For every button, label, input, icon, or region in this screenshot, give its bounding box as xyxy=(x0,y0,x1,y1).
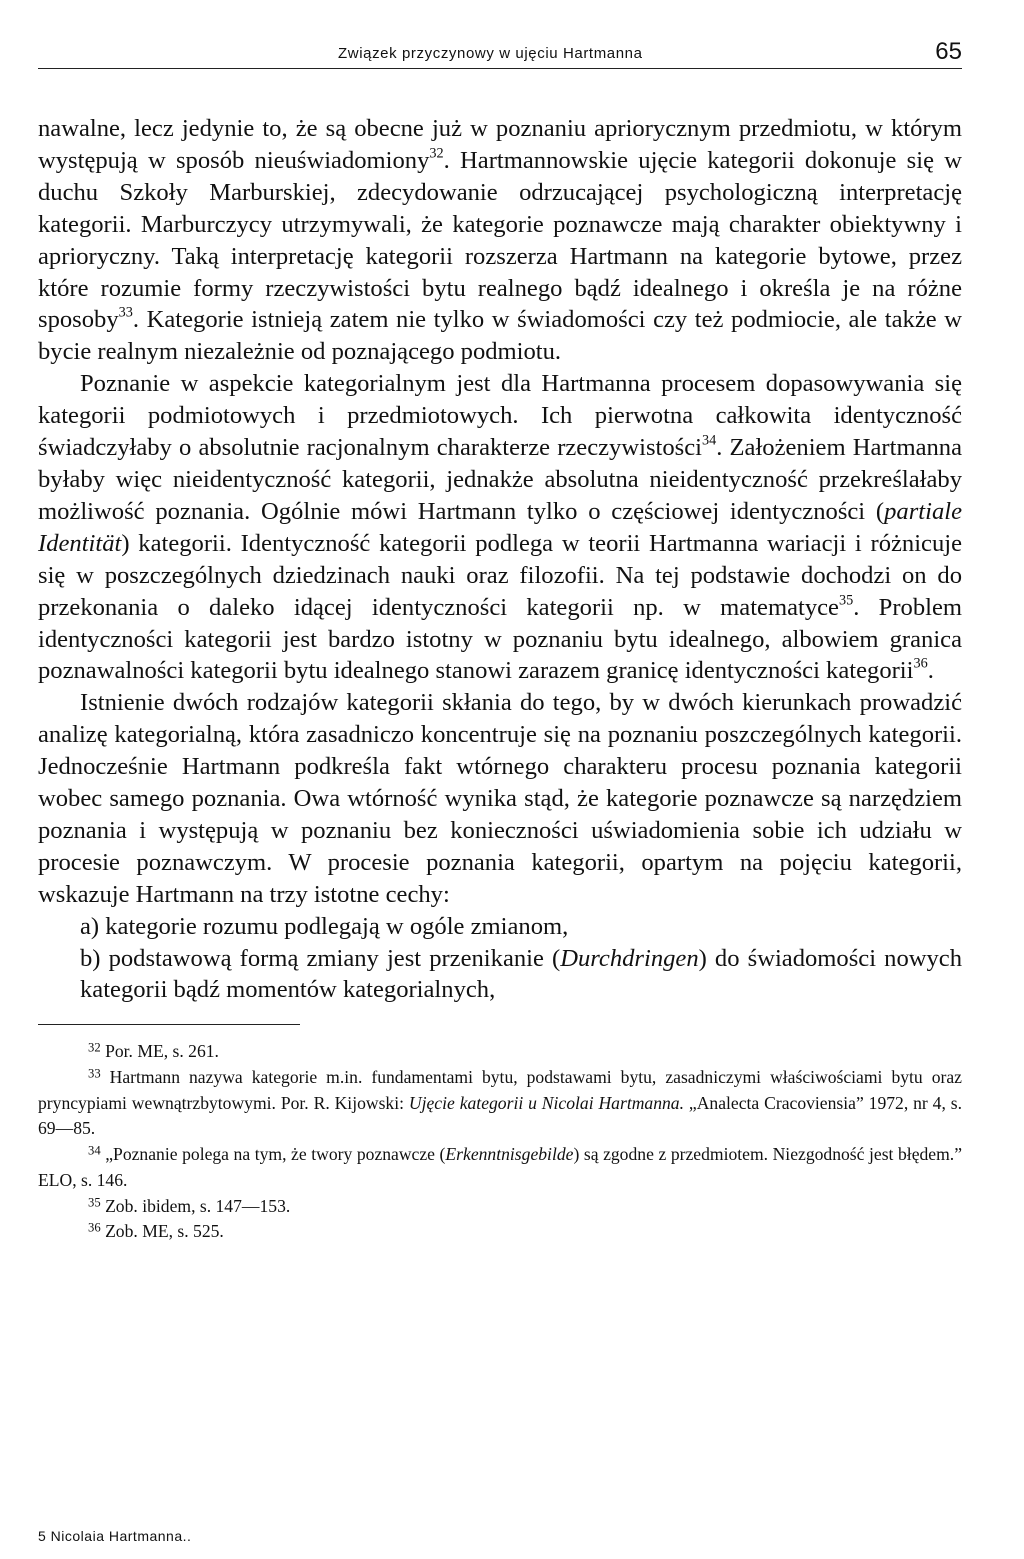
footnote-ref: 36 xyxy=(913,656,928,673)
footnote-ref: 33 xyxy=(118,305,133,322)
footnote-number: 32 xyxy=(88,1040,101,1055)
paragraph-text: nawalne, lecz jedynie to, że są obecne już w poznaniu apriorycznym przedmiotu, w którym występują w sposób nieuświadomiony xyxy=(38,115,962,174)
italic-term: partiale Identität xyxy=(38,497,962,557)
footnote-separator xyxy=(38,1024,300,1025)
footnote-ref: 32 xyxy=(429,145,444,162)
list-item-text: a) kategorie rozumu podlegają w ogóle zmianom, xyxy=(80,912,569,940)
footnote xyxy=(38,1219,962,1245)
footnote-text: „Poznanie polega na tym, że twory poznawcze ( xyxy=(105,1144,446,1165)
paragraph-text: . xyxy=(927,657,934,685)
running-title: Związek przyczynowy w ujęciu Hartmanna xyxy=(338,45,643,62)
footnote-text: Hartmann nazywa kategorie m.in. fundamentami bytu, podstawami bytu, zasadniczymi właściwościami bytu oraz pryncypiami wewnątrzbytowymi. Por. R. Kijowski: xyxy=(38,1067,962,1113)
paragraph-text: ) kategorii. Identyczność kategorii podlega w teorii Hartmanna wariacji i różnicuje się w poszczególnych dziedzinach nauki oraz filozofii. Na tej podstawie dochodzi on do przekonania o daleko idącej identyczności kategorii np. w matematyce xyxy=(38,529,962,621)
paragraph xyxy=(38,368,962,687)
footnote-text: Zob. ME, s. 525. xyxy=(105,1221,224,1242)
body-text xyxy=(38,113,962,1006)
footnote-text: ) są zgodne z przedmiotem. Niezgodność jest błędem.” ELO, s. 146. xyxy=(38,1144,963,1190)
footnote-number: 33 xyxy=(88,1066,101,1081)
paragraph-text: . Kategorie istnieją zatem nie tylko w świadomości czy też podmiocie, ale także w bycie realnym niezależnie od poznającego podmiotu. xyxy=(38,306,962,366)
footnote xyxy=(38,1142,962,1193)
list-item xyxy=(38,943,962,1007)
footnote xyxy=(38,1194,962,1220)
italic-term: Erkenntnisgebilde xyxy=(445,1144,574,1165)
footnote-text: „Analecta Cracoviensia” 1972, nr 4, s. 69—85. xyxy=(38,1092,962,1139)
page-number: 65 xyxy=(935,38,962,65)
footnote-number: 35 xyxy=(88,1194,101,1209)
italic-title: Ujęcie kategorii u Nicolai Hartmanna. xyxy=(408,1092,685,1113)
page-content xyxy=(38,38,962,1245)
list-item-text: b) podstawową formą zmiany jest przenikanie ( xyxy=(80,944,561,972)
paragraph xyxy=(38,687,962,910)
paragraph-text: . Problem identyczności kategorii jest bardzo istotny w poznaniu bytu idealnego, albowiem granica poznawalności kategorii bytu idealnego stanowi zarazem granicę identyczności kategorii xyxy=(38,593,962,685)
paragraph xyxy=(38,113,962,368)
footnote-number: 36 xyxy=(88,1220,101,1235)
footnotes xyxy=(38,1039,962,1245)
footnote xyxy=(38,1039,962,1065)
italic-term: Durchdringen xyxy=(560,944,699,972)
list-item-text: ) do świadomości nowych kategorii bądź momentów kategorialnych, xyxy=(80,944,963,1004)
running-head xyxy=(38,38,962,69)
paragraph-text: . Hartmannowskie ujęcie kategorii dokonuje się w duchu Szkoły Marburskiej, zdecydowanie odrzucającej psychologiczną interpretację kategorii. Marburczycy utrzymywali, że kategorie poznawcze mają charakter obiektywny i aprioryczny. Taką interpretację kategorii rozszerza Hartmann na kategorie bytowe, przez które rozumie formy rzeczywistości bytu realnego bądź idealnego i określa je na różne sposoby xyxy=(38,146,962,334)
list-item xyxy=(38,911,962,943)
footnote-number: 34 xyxy=(88,1143,101,1158)
paragraph-text: . Założeniem Hartmanna byłaby więc nieidentyczność kategorii, jednakże absolutna nieidentyczność przekreślałaby możliwość poznania. Ogólnie mówi Hartmann tylko o częściowej identyczności ( xyxy=(38,434,962,525)
printer-signature: 5 Nicolaia Hartmanna.. xyxy=(38,1528,192,1544)
paragraph-text: Poznanie w aspekcie kategorialnym jest dla Hartmanna procesem dopasowywania się kategorii podmiotowych i przedmiotowych. Ich pierwotna całkowita identyczność świadczyłaby o absolutnie racjonalnym charakterze rzeczywistości xyxy=(38,370,962,462)
footnote-text: Por. ME, s. 261. xyxy=(105,1041,219,1062)
footnote-text: Zob. ibidem, s. 147—153. xyxy=(105,1195,291,1216)
footnote-ref: 34 xyxy=(701,432,717,449)
footnote-ref: 35 xyxy=(838,592,854,609)
paragraph-text: Istnienie dwóch rodzajów kategorii skłania do tego, by w dwóch kierunkach prowadzić analizę kategorialną, która zasadniczo koncentruje się na poznaniu poszczególnych kategorii. Jednocześnie Hartmann podkreśla fakt wtórnego charakteru procesu poznania kategorii wobec samego poznania. Owa wtórność wynika stąd, że kategorie poznawcze są narzędziem poznania i występują w poznaniu bez konieczności uświadomienia sobie ich udziału w procesie poznawczym. W procesie poznania kategorii, opartym na pojęciu kategorii, wskazuje Hartmann na trzy istotne cechy: xyxy=(38,689,962,908)
footnote xyxy=(38,1065,962,1142)
